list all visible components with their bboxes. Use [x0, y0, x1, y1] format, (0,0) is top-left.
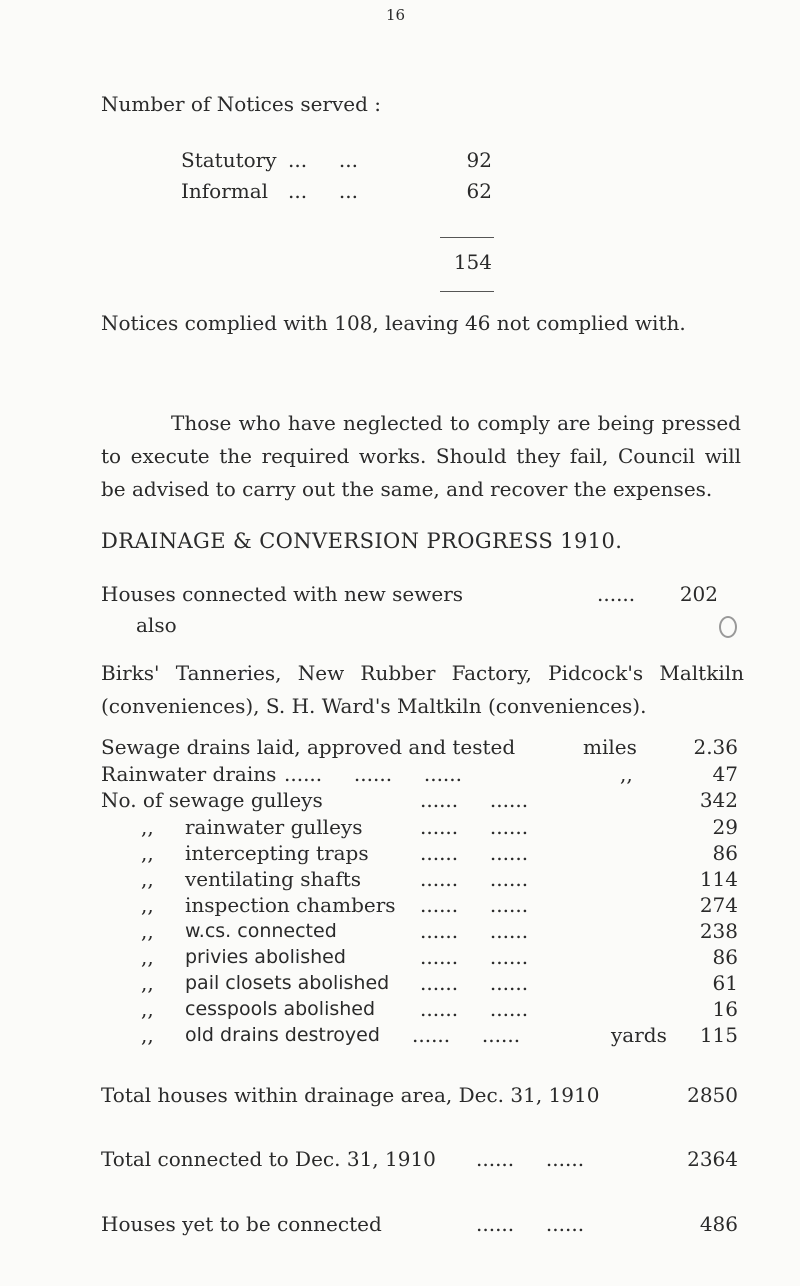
- notice-value: 62: [466, 179, 492, 203]
- total-value: 2850: [687, 1083, 738, 1107]
- section-title: DRAINAGE & CONVERSION PROGRESS 1910.: [101, 529, 623, 553]
- total-value: 486: [699, 1212, 738, 1236]
- work-label: ventilating shafts: [185, 867, 362, 891]
- work-value: 47: [712, 762, 738, 786]
- notice-label: Statutory: [181, 148, 277, 172]
- work-label: No. of sewage gulleys: [101, 788, 323, 812]
- binding-hole: [719, 616, 737, 638]
- work-dots: ...... ......: [420, 815, 529, 839]
- complied-paragraph: Notices complied with 108, leaving 46 not complied with.: [101, 311, 686, 335]
- work-label: rainwater gulleys: [185, 815, 363, 839]
- work-label: w.cs. connected: [185, 920, 337, 942]
- work-dots: ...... ......: [420, 971, 529, 995]
- notice-value: 92: [466, 148, 492, 172]
- work-value: 238: [699, 919, 738, 943]
- work-ditto: ,,: [141, 893, 154, 917]
- work-value: 61: [712, 971, 738, 995]
- work-unit: ,,: [620, 762, 633, 786]
- work-label: Rainwater drains: [101, 762, 277, 786]
- work-ditto: ,,: [141, 841, 154, 865]
- work-ditto: ,,: [141, 1023, 154, 1047]
- work-value: 274: [699, 893, 738, 917]
- houses-connected-value: 202: [679, 582, 718, 606]
- work-ditto: ,,: [141, 997, 154, 1021]
- work-value: 16: [712, 997, 738, 1021]
- work-value: 342: [699, 788, 738, 812]
- work-ditto: ,,: [141, 815, 154, 839]
- work-ditto: ,,: [141, 971, 154, 995]
- total-label: Houses yet to be connected: [101, 1212, 382, 1236]
- work-dots: ...... ......: [420, 841, 529, 865]
- work-label: intercepting traps: [185, 841, 369, 865]
- sum-rule: [440, 291, 494, 292]
- work-dots: ...... ......: [420, 893, 529, 917]
- work-label: Sewage drains laid, approved and tested: [101, 735, 516, 759]
- work-label: old drains destroyed: [185, 1024, 380, 1046]
- work-value: 86: [712, 945, 738, 969]
- work-label: cesspools abolished: [185, 998, 376, 1020]
- work-dots: ...... ......: [412, 1023, 521, 1047]
- birks-paragraph: [101, 657, 744, 723]
- work-dots: ...... ......: [420, 788, 529, 812]
- notices-heading: Number of Notices served :: [101, 92, 382, 116]
- work-label: pail closets abolished: [185, 972, 390, 994]
- work-ditto: ,,: [141, 919, 154, 943]
- work-dots: ...... ......: [420, 945, 529, 969]
- notice-dots: ... ...: [288, 179, 358, 203]
- total-label: Total connected to Dec. 31, 1910: [101, 1147, 436, 1171]
- also-label: also: [136, 613, 177, 637]
- notices-total: 154: [453, 250, 492, 274]
- total-dots: ...... ......: [476, 1147, 585, 1171]
- work-ditto: ,,: [141, 945, 154, 969]
- work-label: inspection chambers: [185, 893, 396, 917]
- total-value: 2364: [687, 1147, 738, 1171]
- houses-connected-dots: ......: [597, 582, 636, 606]
- work-ditto: ,,: [141, 867, 154, 891]
- page-number: 16: [386, 6, 406, 24]
- birks-text: Birks' Tanneries, New Rubber Factory, Pidcock's Maltkiln (conveniences), S. H. Ward's Maltkiln (conveniences).: [101, 661, 744, 718]
- work-unit: miles: [583, 735, 637, 759]
- work-value: 115: [699, 1023, 738, 1047]
- work-value: 114: [699, 867, 738, 891]
- work-label: privies abolished: [185, 946, 346, 968]
- work-dots: ...... ......: [420, 997, 529, 1021]
- work-dots: ...... ...... ......: [284, 762, 463, 786]
- notice-dots: ... ...: [288, 148, 358, 172]
- total-dots: ...... ......: [476, 1212, 585, 1236]
- total-label: Total houses within drainage area, Dec. 31, 1910: [101, 1083, 600, 1107]
- work-dots: ...... ......: [420, 919, 529, 943]
- work-value: 29: [712, 815, 738, 839]
- neglect-paragraph: Those who have neglected to comply are being pressed to execute the required works. Should they fail, Council will be advised to carry out the same, and recover the expenses.: [101, 411, 741, 501]
- work-unit: yards: [611, 1023, 667, 1047]
- work-value: 2.36: [693, 735, 738, 759]
- work-dots: ...... ......: [420, 867, 529, 891]
- notice-label: Informal: [181, 179, 269, 203]
- sum-rule: [440, 237, 494, 238]
- houses-connected-label: Houses connected with new sewers: [101, 582, 464, 606]
- work-value: 86: [712, 841, 738, 865]
